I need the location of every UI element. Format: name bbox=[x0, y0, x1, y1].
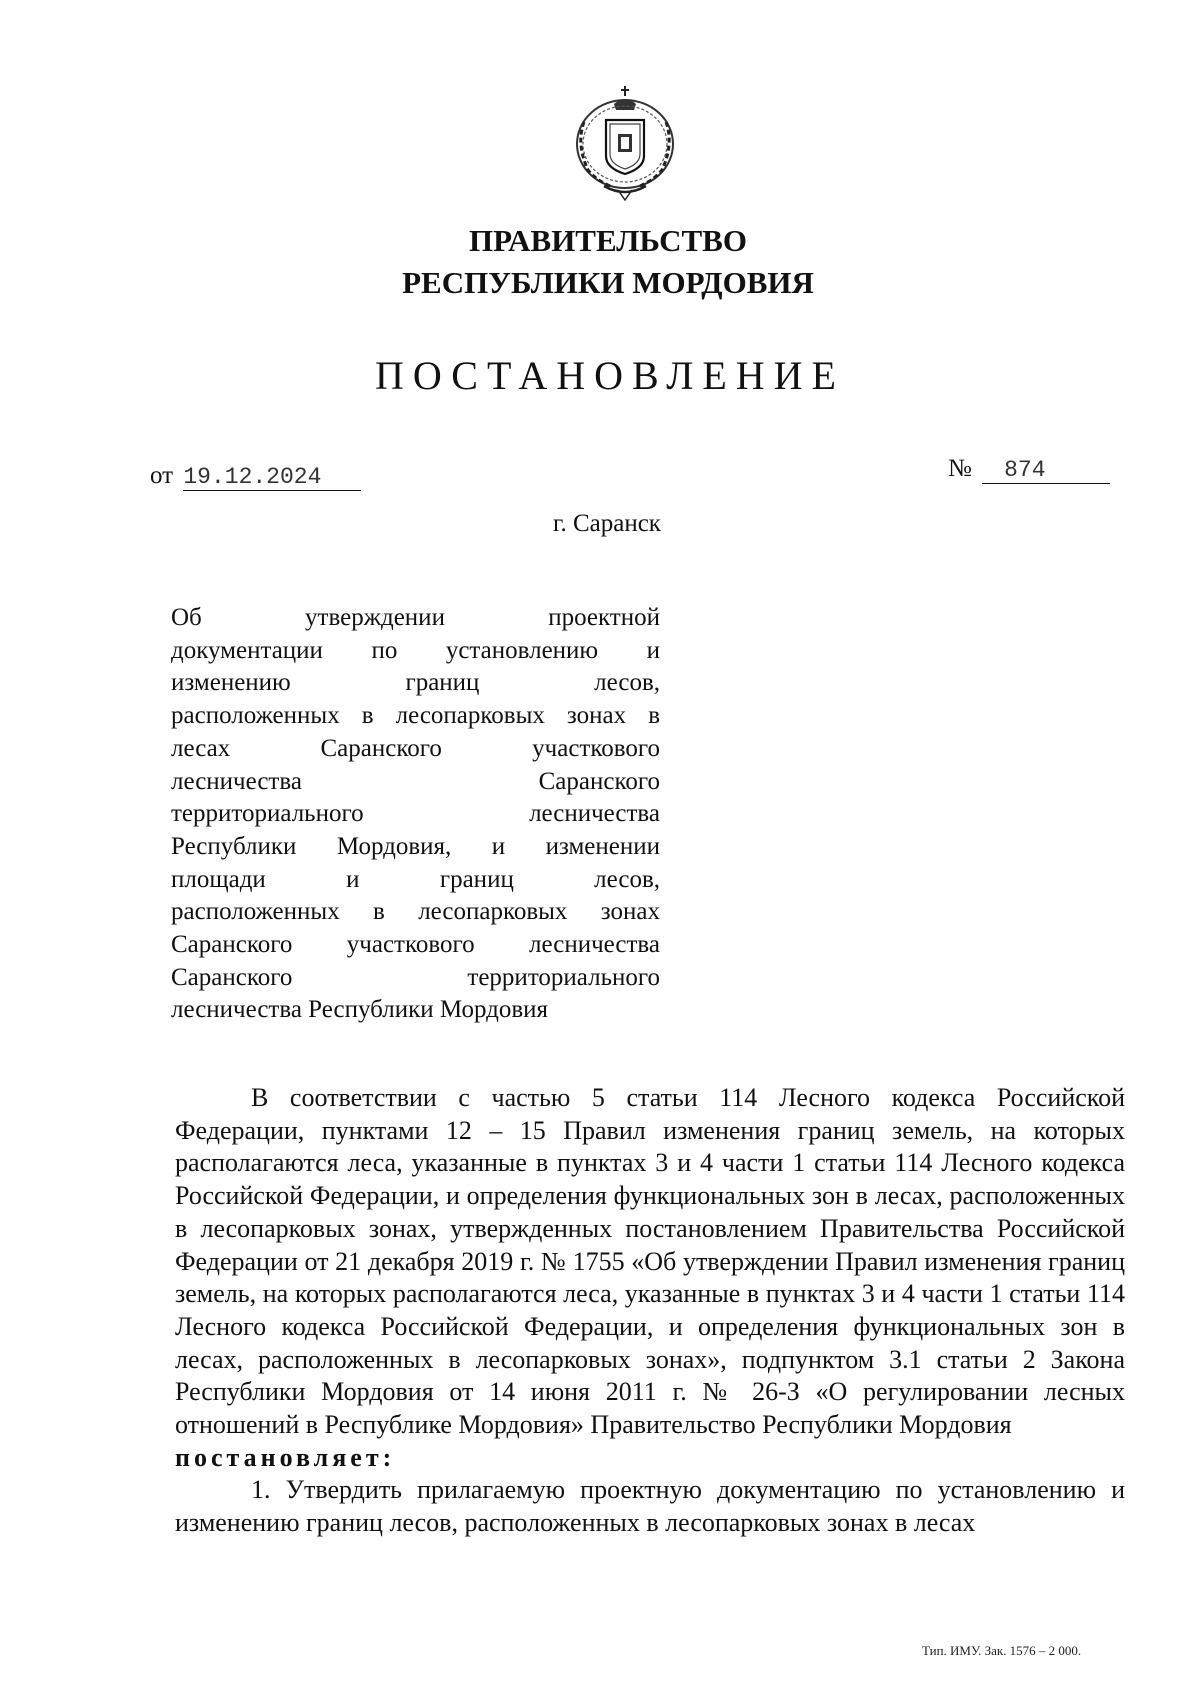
document-subject bbox=[171, 602, 660, 1027]
government-title-line2: РЕСПУБЛИКИ МОРДОВИЯ bbox=[402, 265, 814, 300]
number-value: 874 bbox=[982, 457, 1110, 484]
subject-line: расположенных в лесопарковых зонах bbox=[171, 898, 660, 926]
subject-line: площади и границ лесов, bbox=[171, 865, 660, 893]
city: г. Саранск bbox=[553, 510, 661, 537]
document-number bbox=[948, 455, 1110, 484]
subject-line: документации по установлению и bbox=[171, 636, 660, 664]
subject-line: лесах Саранского участкового bbox=[171, 734, 660, 762]
coat-of-arms-icon bbox=[570, 82, 680, 202]
document-date bbox=[150, 462, 361, 491]
government-title-line1: ПРАВИТЕЛЬСТВО bbox=[469, 223, 747, 258]
subject-line: расположенных в лесопарковых зонах в bbox=[171, 702, 660, 730]
subject-line: Об утверждении проектной bbox=[171, 604, 660, 631]
body-paragraph bbox=[175, 1474, 1125, 1539]
subject-line: Саранского территориального bbox=[171, 963, 660, 991]
subject-line: изменению границ лесов, bbox=[171, 669, 660, 697]
subject-line: Республики Мордовия, и изменении bbox=[171, 832, 660, 860]
document-body bbox=[175, 1082, 1125, 1540]
print-note: Тип. ИМУ. Зак. 1576 – 2 000. bbox=[922, 1643, 1082, 1658]
subject-line: территориального лесничества bbox=[171, 800, 660, 828]
subject-line: лесничества Саранского bbox=[171, 767, 660, 795]
date-value: 19.12.2024 bbox=[183, 464, 361, 491]
number-prefix: № bbox=[948, 455, 972, 482]
body-paragraph-text: 1. Утвердить прилагаемую проектную документацию по установлению и изменению границ лесов, расположенных в лесопарковых зонах в лесах bbox=[175, 1475, 1125, 1538]
subject-line: лесничества Республики Мордовия bbox=[171, 996, 549, 1024]
resolves-keyword: постановляет: bbox=[175, 1442, 396, 1472]
date-prefix: от bbox=[150, 462, 174, 489]
body-paragraph-text: В соответствии с частью 5 статьи 114 Лесного кодекса Российской Федерации, пунктами 12 – 15 Правил изменения границ земель, на которых располагаются леса, указанные в пунктах 3 и 4 части 1 статьи 114 Лесного кодекса Российской Федерации, и определения функциональных зон в лесах, расположенных в лесопарковых зонах, утвержденных постановлением Правительства Российской Федерации от 21 декабря 2019 г. № 1755 «Об утверждении Правил изменения границ земель, на которых располагаются леса, указанные в пунктах 3 и 4 части 1 статьи 114 Лесного кодекса Российской Федерации, и определения функциональных зон в лесах, расположенных в лесопарковых зонах», подпунктом 3.1 статьи 2 Закона Республики Мордовия от 14 июня 2011 г. № 26-З «О регулировании лесных отношений в Республике Мордовия» Правительство Республики Мордовия bbox=[175, 1083, 1125, 1440]
body-paragraph bbox=[175, 1082, 1125, 1442]
document-type: ПОСТАНОВЛЕНИЕ bbox=[375, 353, 845, 398]
subject-line: Саранского участкового лесничества bbox=[171, 931, 660, 959]
